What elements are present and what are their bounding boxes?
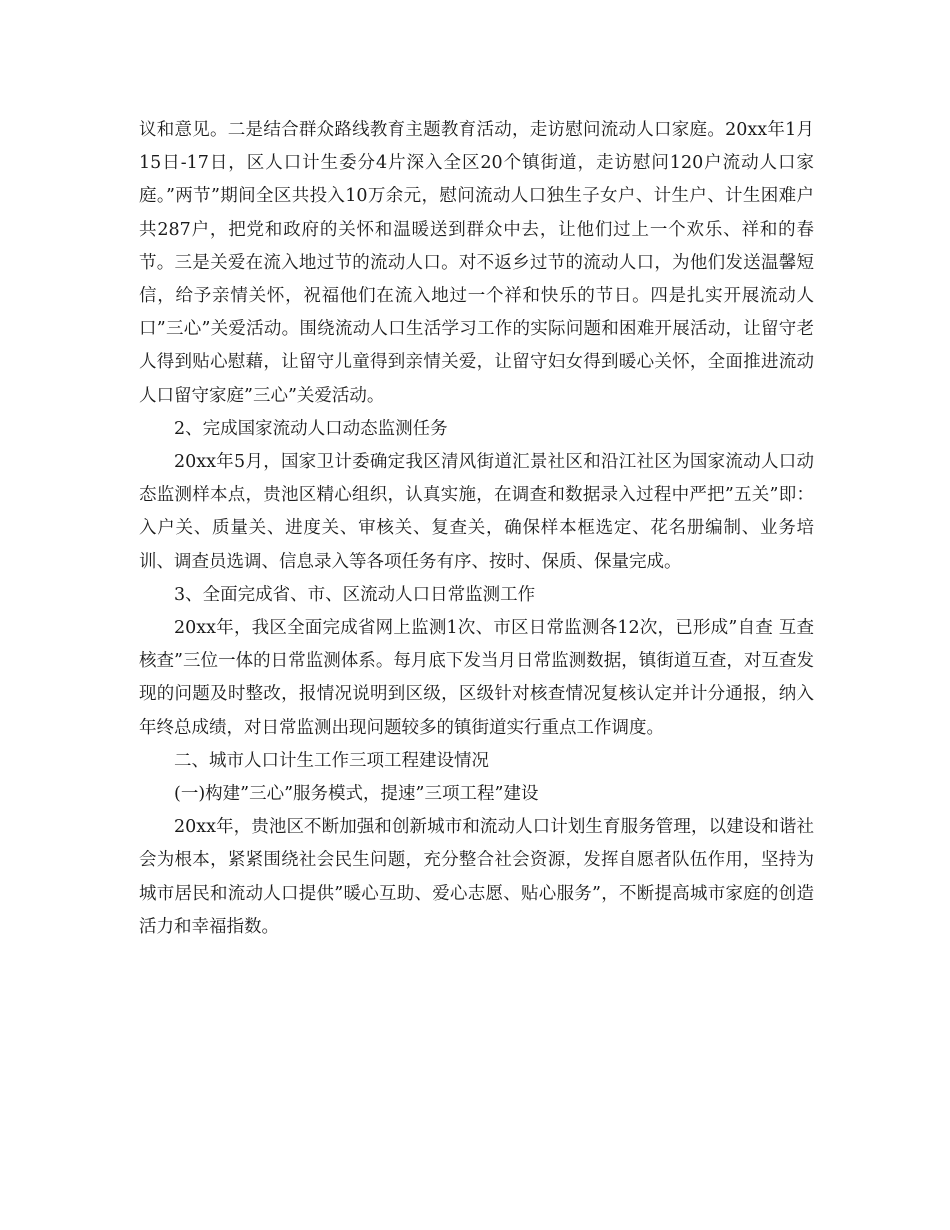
paragraph-continuation: 议和意见。二是结合群众路线教育主题教育活动，走访慰问流动人口家庭。20xx年1月15日-17日，区人口计生委分4片深入全区20个镇街道，走访慰问120户流动人口家庭。”两节”期间全区共投入10万余元，慰问流动人口独生子女户、计生户、计生困难户共287户，把党和政府的关怀和温暖送到群众中去，让他们过上一个欢乐、祥和的春节。三是关爱在流入地过节的流动人口。对不返乡过节的流动人口，为他们发送温馨短信，给予亲情关怀，祝福他们在流入地过一个祥和快乐的节日。四是扎实开展流动人口”三心”关爱活动。围绕流动人口生活学习工作的实际问题和困难开展活动，让留守老人得到贴心慰藉，让留守儿童得到亲情关爱，让留守妇女得到暖心关怀，全面推进流动人口留守家庭”三心”关爱活动。 — [139, 120, 814, 406]
subsection-heading-three-hearts: (一)构建”三心”服务模式，提速”三项工程”建设 — [174, 784, 539, 805]
paragraph-daily-monitoring: 20xx年，我区全面完成省网上监测1次、市区日常监测各12次，已形成”自查 互查 核查”三位一体的日常监测体系。每月底下发当月日常监测数据，镇街道互查，对互查发现的问题及时整改，报情况说明到区级，区级针对核查情况复核认定并计分通报，纳入年终总成绩，对日常监测出现问题较多的镇街道实行重点工作调度。 — [139, 618, 814, 738]
section-heading-daily-monitoring: 3、全面完成省、市、区流动人口日常监测工作 — [174, 584, 536, 605]
section-heading-three-projects: 二、城市人口计生工作三项工程建设情况 — [174, 750, 489, 771]
paragraph-three-hearts: 20xx年，贵池区不断加强和创新城市和流动人口计划生育服务管理，以建设和谐社会为根本，紧紧围绕社会民生问题，充分整合社会资源，发挥自愿者队伍作用，坚持为城市居民和流动人口提供”暖心互助、爱心志愿、贴心服务”，不断提高城市家庭的创造活力和幸福指数。 — [139, 817, 814, 937]
section-heading-dynamic-monitoring: 2、完成国家流动人口动态监测任务 — [174, 418, 448, 439]
document-page — [139, 114, 814, 944]
paragraph-dynamic-monitoring: 20xx年5月，国家卫计委确定我区清风街道汇景社区和沿江社区为国家流动人口动态监测样本点，贵池区精心组织，认真实施，在调查和数据录入过程中严把”五关”即：入户关、质量关、进度关、审核关、复查关，确保样本框选定、花名册编制、业务培训、调查员选调、信息录入等各项任务有序、按时、保质、保量完成。 — [139, 452, 814, 572]
